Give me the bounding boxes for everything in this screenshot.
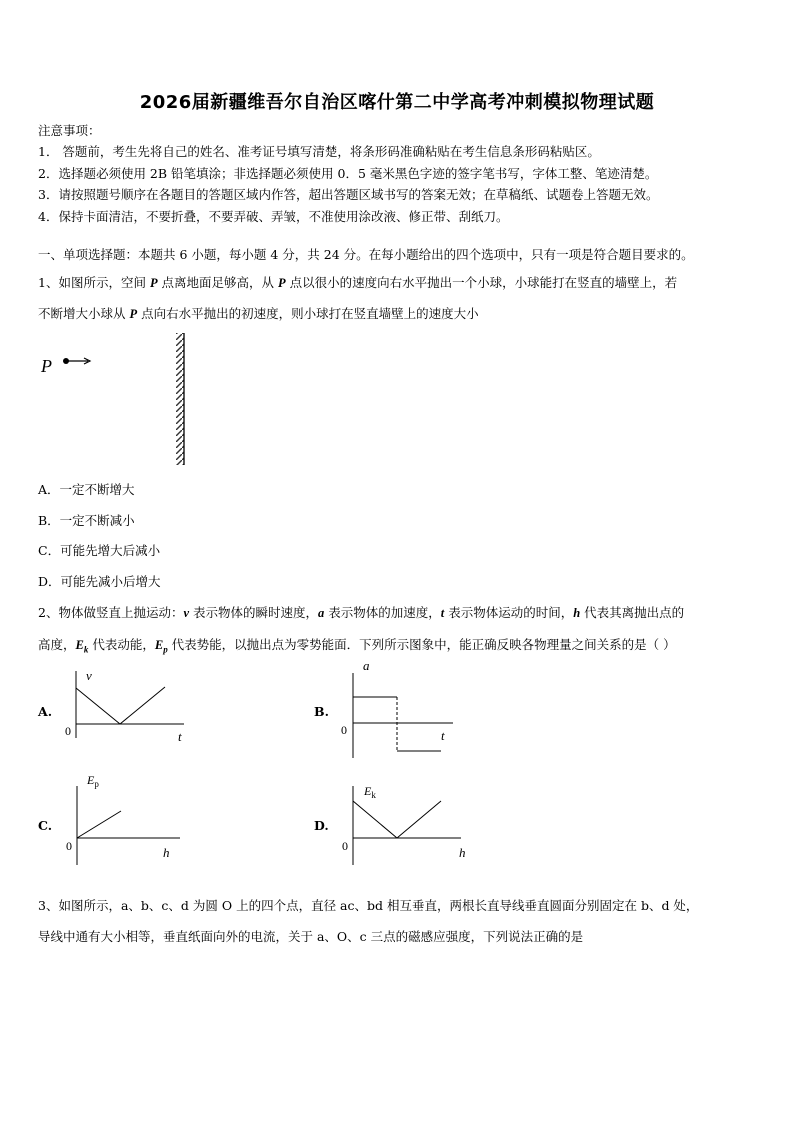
graph-b (335, 655, 460, 760)
graph-b-y-label: a (363, 658, 370, 673)
question-1-line-1 (38, 273, 677, 291)
question-3-line-2: 导线中通有大小相等，垂直纸面向外的电流，关于 a、O、c 三点的磁感应强度，下列说法正确的是 (38, 929, 584, 944)
note-item-2: 2．选择题必须使用 2B 铅笔填涂；非选择题必须使用 0．5 毫米黑色字迹的签字笔书写，字体工整、笔迹清楚。 (38, 166, 658, 181)
graph-d-y-label: $E_k$ (364, 784, 376, 800)
notes-heading: 注意事项： (38, 123, 101, 138)
graph-b-label: B. (314, 704, 329, 719)
graph-a-origin: 0 (65, 724, 71, 738)
graph-b-origin: 0 (341, 723, 347, 737)
q2-var-h: h (573, 606, 581, 620)
q1-text-c: 点以很小的速度向右水平抛出一个小球，小球能打在竖直的墙壁上，若 (285, 275, 678, 290)
q2-text-g: 代表动能， (88, 637, 155, 652)
q2-var-a: a (318, 606, 325, 620)
q1-option-b: B．一定不断减小 (38, 513, 135, 528)
q2-text-e: 代表其离抛出点的 (580, 605, 685, 620)
graph-d-label: D. (314, 818, 329, 833)
q2-text-f: 高度， (38, 637, 76, 652)
section-heading: 一、单项选择题：本题共 6 小题，每小题 4 分，共 24 分。在每小题给出的四个选项中，只有一项是符合题目要求的。 (38, 247, 694, 262)
q2-text-d: 表示物体运动的时间， (444, 605, 574, 620)
q2-var-ek: $E_k$ (75, 638, 89, 655)
graph-d-x-label: h (459, 845, 466, 860)
q1-option-c: C．可能先增大后减小 (38, 543, 161, 558)
q1-text-e: 点向右水平抛出的初速度，则小球打在竖直墙壁上的速度大小 (137, 306, 479, 321)
q1-text-a: 1、如图所示，空间 (38, 275, 150, 290)
question-2-line-1 (38, 603, 684, 621)
page-title: 2026届新疆维吾尔自治区喀什第二中学高考冲刺模拟物理试题 (139, 92, 655, 113)
graph-c-origin: 0 (66, 839, 72, 853)
q1-text-d: 不断增大小球从 (38, 306, 130, 321)
q2-text-b: 表示物体的瞬时速度， (189, 605, 319, 620)
q1-option-d: D．可能先减小后增大 (38, 574, 161, 589)
question-3-line-1: 3、如图所示，a、b、c、d 为圆 O 上的四个点，直径 ac、bd 相互垂直，两根长直导线垂直圆面分别固定在 b、d 处， (38, 898, 699, 913)
graph-d-origin: 0 (342, 839, 348, 853)
graph-d (335, 770, 475, 870)
question-1-line-2 (38, 304, 479, 322)
question-2-line-2 (38, 635, 676, 655)
graph-c-x-label: h (163, 845, 170, 860)
graph-a (60, 663, 200, 748)
graph-b-x-label: t (441, 728, 445, 743)
q2-var-ep: $E_p$ (154, 638, 168, 655)
wall-hatch (176, 333, 184, 465)
graph-a-curve (76, 687, 165, 724)
q2-text-h: 代表势能，以抛出点为零势能面．下列所示图象中，能正确反映各物理量之间关系的是（ ） (167, 637, 676, 652)
point-p-label: P (41, 356, 52, 376)
q1-var-p: P (129, 307, 138, 321)
graph-a-label: A. (38, 704, 53, 719)
graph-c-label: C. (38, 818, 53, 833)
graph-c-y-label: $E_p$ (87, 773, 99, 789)
q1-figure (38, 328, 198, 470)
note-item-3: 3．请按照题号顺序在各题目的答题区域内作答，超出答题区域书写的答案无效；在草稿纸、试题卷上答题无效。 (38, 187, 659, 202)
graph-c-curve (77, 811, 121, 838)
graph-a-x-label: t (178, 729, 182, 744)
q1-option-a: A．一定不断增大 (38, 482, 135, 497)
q1-var-p: P (278, 276, 286, 290)
note-item-4: 4．保持卡面清洁，不要折叠，不要弄破、弄皱，不准使用涂改液、修正带、刮纸刀。 (38, 209, 509, 224)
note-item-1: 1． 答题前，考生先将自己的姓名、准考证号填写清楚，将条形码准确粘贴在考生信息条形码粘贴区。 (38, 144, 600, 159)
graph-d-curve (353, 801, 441, 838)
q2-var-v: v (183, 606, 190, 620)
q2-text-c: 表示物体的加速度， (324, 605, 441, 620)
q1-text-b: 点离地面足够高，从 (157, 275, 279, 290)
q1-var-p: P (149, 276, 158, 290)
graph-a-y-label: v (86, 668, 92, 683)
graph-c (60, 770, 195, 870)
q2-text-a: 2、物体做竖直上抛运动： (38, 605, 184, 620)
q2-var-t: t (440, 606, 445, 620)
